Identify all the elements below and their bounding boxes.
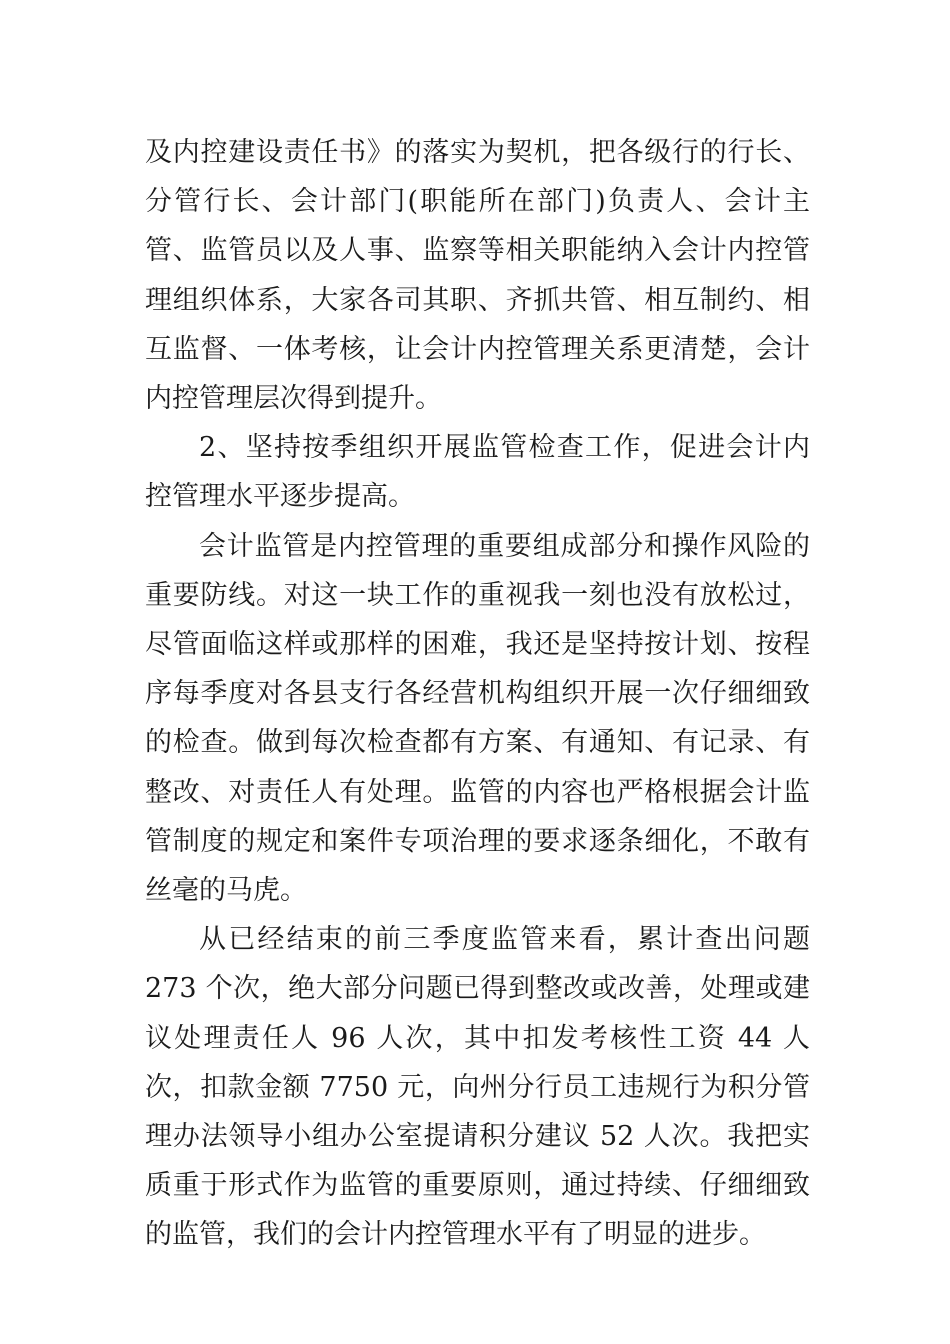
paragraph-4: 从已经结束的前三季度监管来看，累计查出问题 273 个次，绝大部分问题已得到整改或改善，处理或建议处理责任人 96 人次，其中扣发考核性工资 44 人次，扣款金额 7750 元，向州分行员工违规行为积分管理办法领导小组办公室提请积分建议 52 人次。我把实质重于形式作为监管的重要原则，通过持续、仔细细致的监管，我们的会计内控管理水平有了明显的进步。	[145, 924, 810, 1251]
paragraph-1: 及内控建设责任书》的落实为契机，把各级行的行长、分管行长、会计部门(职能所在部门)负责人、会计主管、监管员以及人事、监察等相关职能纳入会计内控管理组织体系，大家各司其职、齐抓共管、相互制约、相互监督、一体考核，让会计内控管理关系更清楚，会计内控管理层次得到提升。	[145, 137, 810, 415]
document-body	[145, 128, 810, 1260]
paragraph-3: 会计监管是内控管理的重要组成部分和操作风险的重要防线。对这一块工作的重视我一刻也没有放松过，尽管面临这样或那样的困难，我还是坚持按计划、按程序每季度对各县支行各经营机构组织开展一次仔细细致的检查。做到每次检查都有方案、有通知、有记录、有整改、对责任人有处理。监管的内容也严格根据会计监管制度的规定和案件专项治理的要求逐条细化，不敢有丝毫的马虎。	[145, 530, 810, 907]
paragraph-2: 2、坚持按季组织开展监管检查工作，促进会计内控管理水平逐步提高。	[145, 432, 810, 513]
